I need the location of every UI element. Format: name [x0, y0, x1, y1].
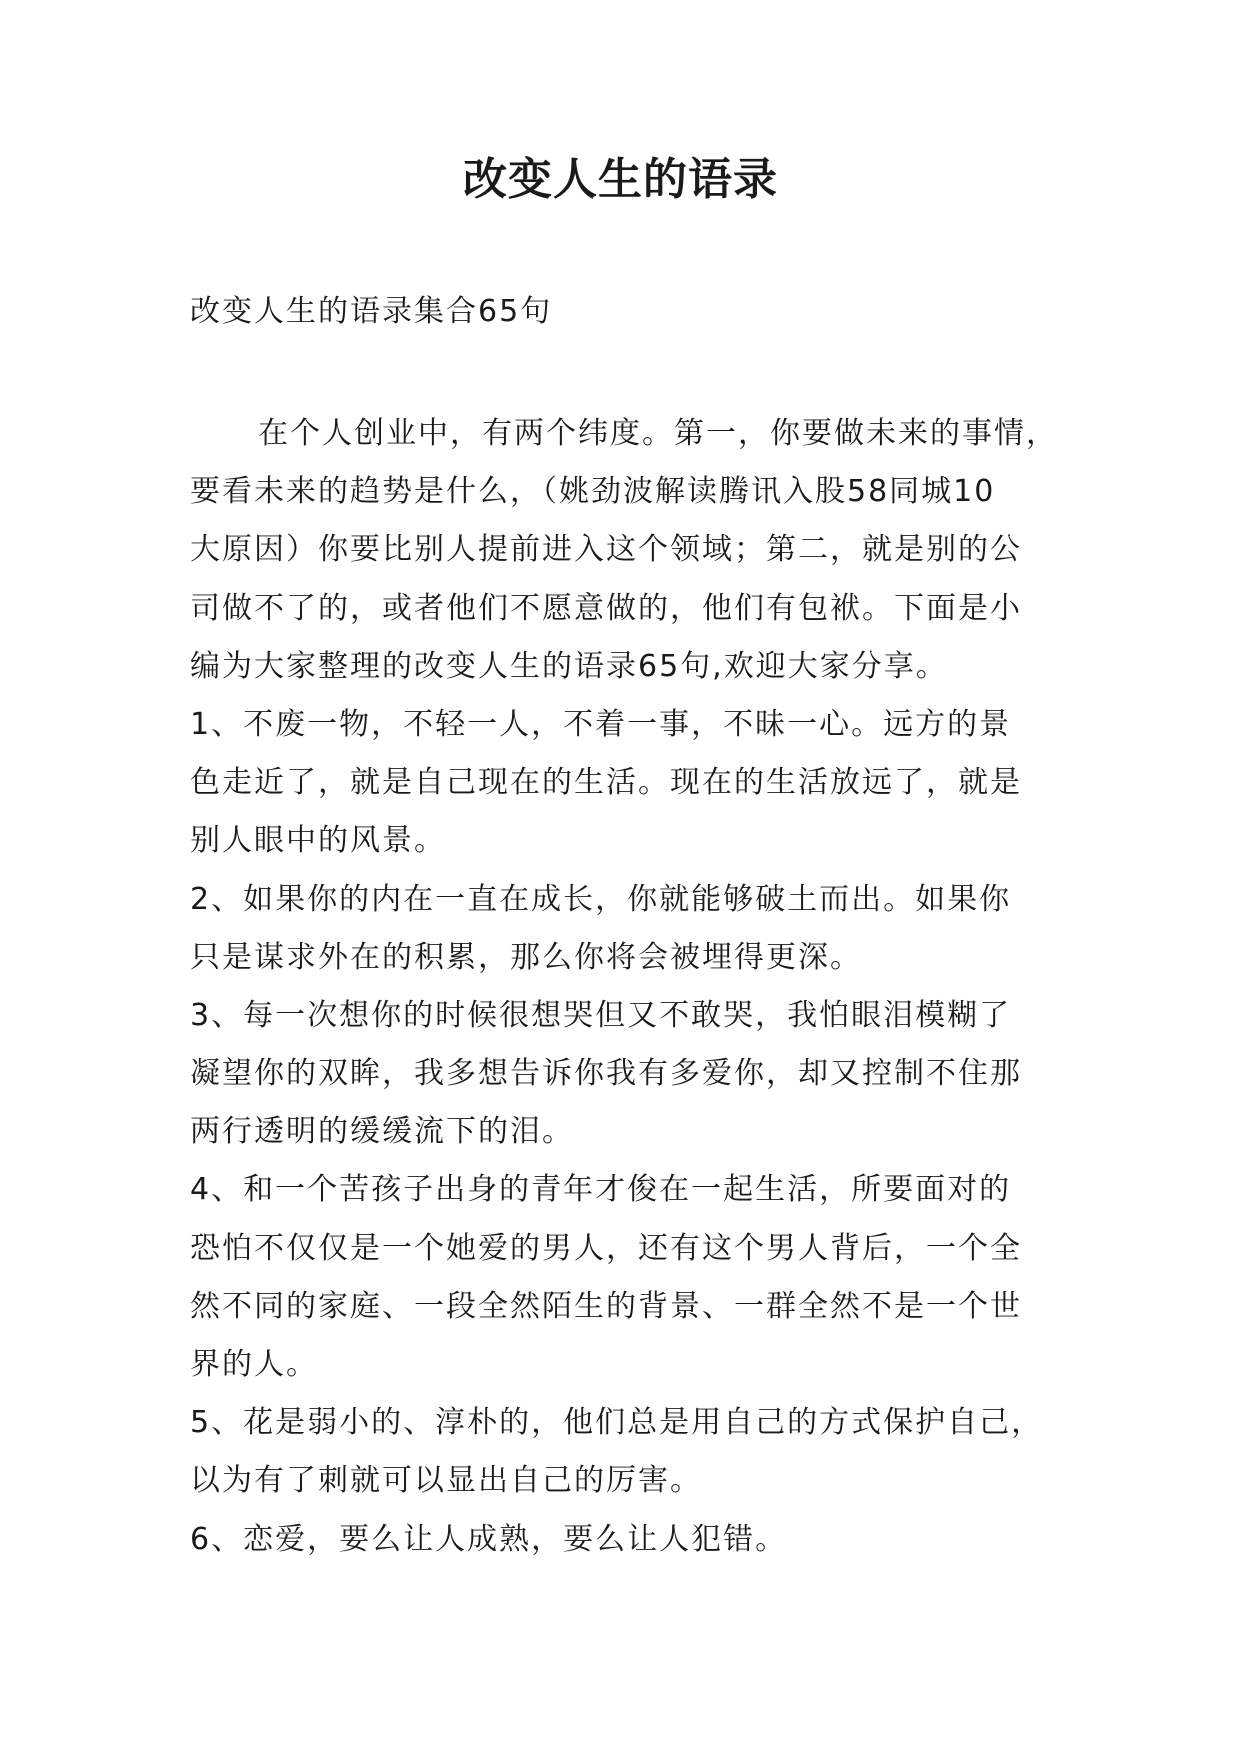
quote-line: 2、如果你的内在一直在成长，你就能够破土而出。如果你: [190, 881, 1012, 917]
intro-line: 编为大家整理的改变人生的语录65句,欢迎大家分享。: [190, 648, 948, 684]
intro-line: 要看未来的趋势是什么，（姚劲波解读腾讯入股58同城10: [190, 474, 996, 510]
quote-line: 1、不废一物，不轻一人，不着一事，不昧一心。远方的景: [190, 706, 1012, 742]
page-title: 改变人生的语录: [463, 154, 778, 205]
quote-line: 3、每一次想你的时候很想哭但又不敢哭，我怕眼泪模糊了: [190, 997, 1012, 1033]
quote-line: 只是谋求外在的积累，那么你将会被埋得更深。: [190, 939, 862, 975]
quote-line: 恐怕不仅仅是一个她爱的男人，还有这个男人背后，一个全: [190, 1230, 1022, 1266]
quote-line: 4、和一个苦孩子出身的青年才俊在一起生活，所要面对的: [190, 1172, 1012, 1208]
quote-line: 凝望你的双眸，我多想告诉你我有多爱你，却又控制不住那: [190, 1056, 1022, 1092]
quote-line: 色走近了，就是自己现在的生活。现在的生活放远了，就是: [190, 765, 1022, 801]
quote-line: 5、花是弱小的、淳朴的，他们总是用自己的方式保护自己，: [190, 1405, 1044, 1441]
quote-line: 以为有了刺就可以显出自己的厉害。: [190, 1463, 702, 1499]
quote-line: 然不同的家庭、一段全然陌生的背景、一群全然不是一个世: [190, 1288, 1022, 1324]
quote-line: 两行透明的缓缓流下的泪。: [190, 1114, 574, 1150]
quote-line: 别人眼中的风景。: [190, 823, 446, 859]
intro-line: 司做不了的，或者他们不愿意做的，他们有包袱。下面是小: [190, 590, 1022, 626]
intro-line: 大原因）你要比别人提前进入这个领域；第二，就是别的公: [190, 532, 1022, 568]
quote-line: 6、恋爱，要么让人成熟，要么让人犯错。: [190, 1521, 788, 1557]
intro-line: 在个人创业中，有两个纬度。第一，你要做未来的事情，: [258, 416, 1058, 451]
quote-line: 界的人。: [190, 1347, 318, 1382]
document-body: [190, 405, 1070, 1569]
document-subtitle: 改变人生的语录集合65句: [190, 294, 553, 329]
